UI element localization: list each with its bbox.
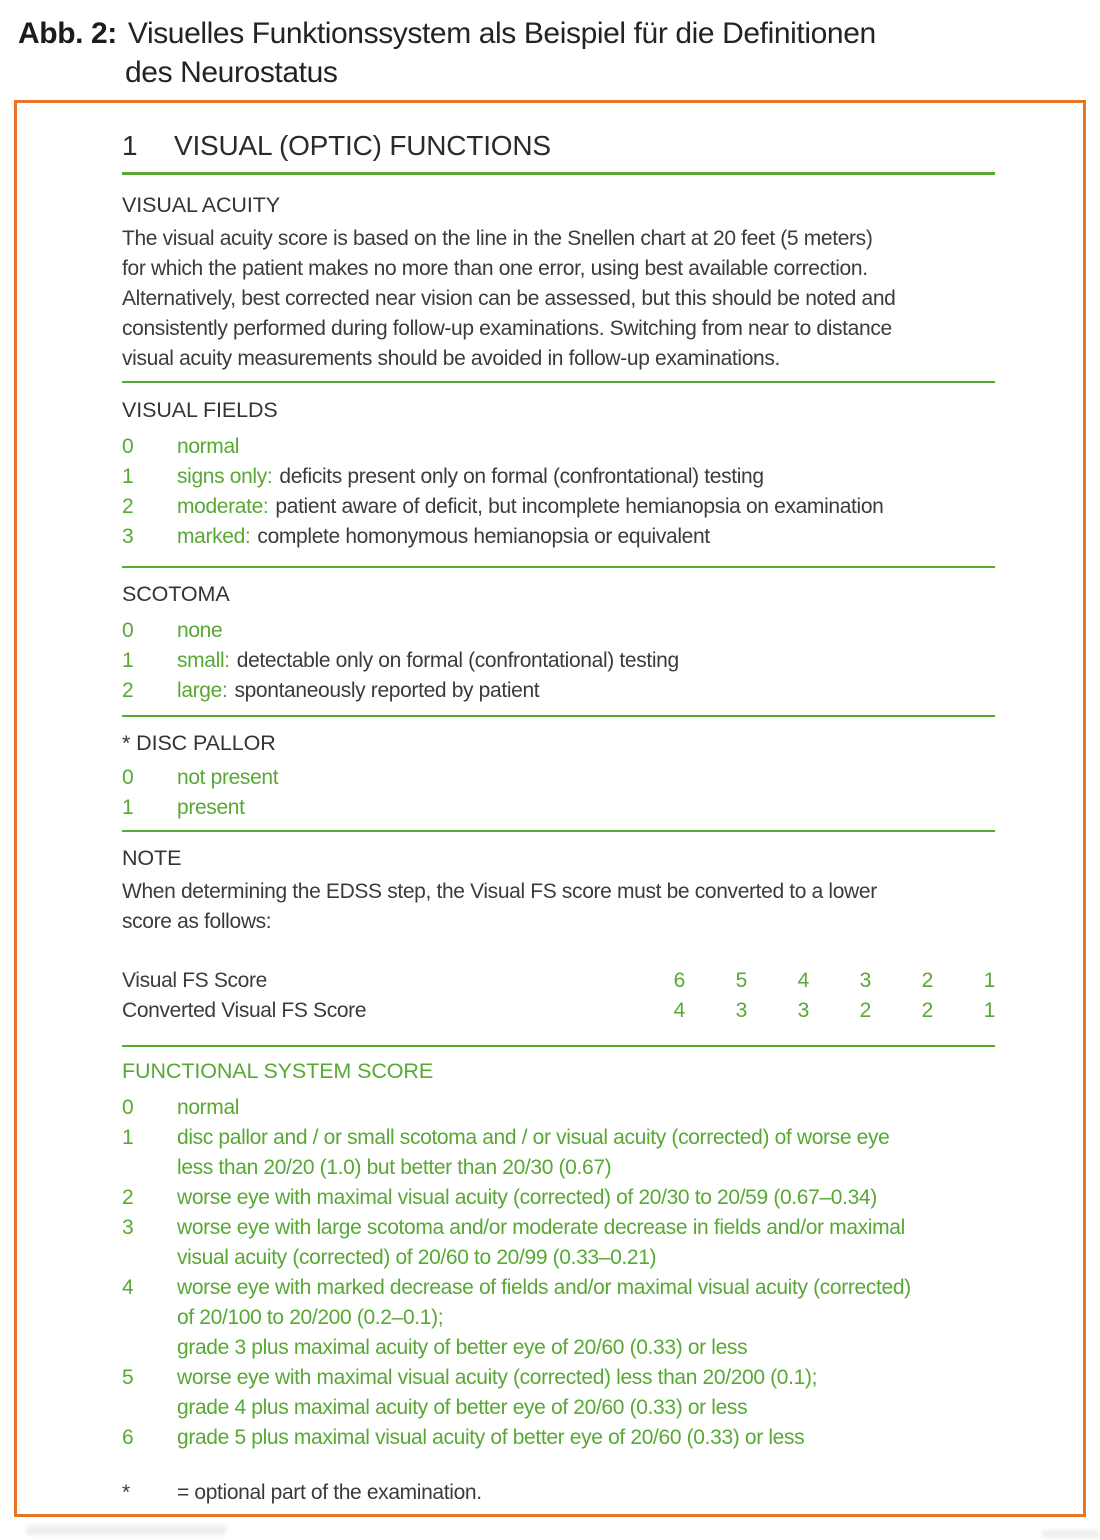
score-description: visual acuity (corrected) of 20/60 to 20/99 (0.33–0.21)	[177, 1246, 657, 1269]
note-heading: NOTE	[122, 846, 182, 870]
score-description: grade 5 plus maximal visual acuity of better eye of 20/60 (0.33) or less	[177, 1426, 805, 1449]
conversion-table	[122, 966, 995, 1026]
conversion-value: 3	[859, 969, 871, 992]
score-description: worse eye with maximal visual acuity (corrected) less than 20/200 (0.1);	[177, 1366, 818, 1389]
score-row	[122, 492, 995, 522]
score-row	[122, 1093, 995, 1123]
score-row	[122, 1423, 995, 1453]
score-term: present	[177, 796, 245, 819]
score-value: 3	[122, 525, 134, 548]
paragraph-line: for which the patient makes no more than one error, using best available correction.	[122, 257, 868, 280]
score-description: worse eye with marked decrease of fields and/or maximal visual acuity (corrected)	[177, 1276, 911, 1299]
conversion-value: 6	[673, 969, 685, 992]
figure-caption-label: Abb. 2:	[18, 17, 117, 50]
scotoma-list	[122, 616, 995, 706]
score-term: large:	[177, 679, 228, 702]
score-row	[122, 432, 995, 462]
score-description: spontaneously reported by patient	[234, 679, 540, 702]
section-rule	[122, 566, 995, 568]
score-value: 2	[122, 679, 134, 702]
conversion-value: 1	[983, 999, 995, 1022]
score-term: moderate:	[177, 495, 269, 518]
conversion-value: 2	[921, 969, 933, 992]
figure-caption-line1	[18, 14, 1100, 53]
score-description: worse eye with maximal visual acuity (corrected) of 20/30 to 20/59 (0.67–0.34)	[177, 1186, 877, 1209]
score-value: 4	[122, 1276, 134, 1299]
score-value: 1	[122, 649, 134, 672]
conversion-value: 3	[735, 999, 747, 1022]
score-row	[122, 1273, 995, 1363]
visual-acuity-paragraph	[122, 224, 995, 374]
cropped-text-artifact	[26, 1525, 226, 1535]
score-row	[122, 676, 995, 706]
conversion-value: 4	[673, 999, 685, 1022]
score-row	[122, 1363, 995, 1423]
disc-pallor-heading: * DISC PALLOR	[122, 731, 276, 755]
conversion-value: 3	[797, 999, 809, 1022]
score-row	[122, 1183, 995, 1213]
score-description: patient aware of deficit, but incomplete hemianopsia on examination	[275, 495, 884, 518]
score-row	[122, 522, 995, 552]
score-description: complete homonymous hemianopsia or equivalent	[257, 525, 710, 548]
score-row	[122, 763, 995, 793]
score-term: small:	[177, 649, 230, 672]
figure-panel	[14, 100, 1086, 1517]
score-term: marked:	[177, 525, 251, 548]
score-row	[122, 1213, 995, 1273]
paragraph-line: The visual acuity score is based on the line in the Snellen chart at 20 feet (5 meters)	[122, 227, 873, 250]
score-value: 5	[122, 1366, 134, 1389]
conversion-label: Converted Visual FS Score	[122, 999, 367, 1022]
score-row	[122, 646, 995, 676]
paragraph-line: When determining the EDSS step, the Visual FS score must be converted to a lower	[122, 880, 877, 903]
figure-caption	[0, 0, 1100, 92]
score-row	[122, 616, 995, 646]
score-description: grade 3 plus maximal acuity of better eye of 20/60 (0.33) or less	[177, 1336, 748, 1359]
score-description: disc pallor and / or small scotoma and / or visual acuity (corrected) of worse eye	[177, 1126, 890, 1149]
score-description: normal	[177, 1096, 240, 1119]
score-row	[122, 1123, 995, 1183]
paragraph-line: visual acuity measurements should be avoided in follow-up examinations.	[122, 347, 781, 370]
score-value: 0	[122, 1096, 134, 1119]
paragraph-line: consistently performed during follow-up examinations. Switching from near to distance	[122, 317, 892, 340]
main-heading-number: 1	[122, 130, 138, 161]
score-description: worse eye with large scotoma and/or moderate decrease in fields and/or maximal	[177, 1216, 905, 1239]
scotoma-heading: SCOTOMA	[122, 582, 230, 606]
section-rule	[122, 172, 995, 175]
conversion-value: 5	[735, 969, 747, 992]
conversion-value: 2	[921, 999, 933, 1022]
score-description: grade 4 plus maximal acuity of better eye of 20/60 (0.33) or less	[177, 1396, 748, 1419]
score-value: 3	[122, 1216, 134, 1239]
section-rule	[122, 830, 995, 832]
score-description: deficits present only on formal (confrontational) testing	[279, 465, 764, 488]
score-term: not present	[177, 766, 279, 789]
score-term: signs only:	[177, 465, 273, 488]
score-description: detectable only on formal (confrontational) testing	[236, 649, 679, 672]
figure-caption-line2: des Neurostatus	[125, 56, 338, 89]
cropped-text-artifact	[1042, 1530, 1100, 1538]
footnote-text: = optional part of the examination.	[177, 1481, 482, 1504]
score-value: 1	[122, 465, 134, 488]
score-value: 0	[122, 766, 134, 789]
disc-pallor-list	[122, 763, 995, 823]
conversion-row	[122, 996, 995, 1026]
score-value: 0	[122, 619, 134, 642]
score-value: 6	[122, 1426, 134, 1449]
score-value: 2	[122, 495, 134, 518]
paragraph-line: score as follows:	[122, 910, 272, 933]
conversion-label: Visual FS Score	[122, 969, 267, 992]
score-value: 2	[122, 1186, 134, 1209]
main-heading	[122, 127, 995, 165]
functional-system-score-list	[122, 1093, 995, 1453]
visual-acuity-heading: VISUAL ACUITY	[122, 193, 281, 217]
score-row	[122, 793, 995, 823]
footnote	[122, 1478, 995, 1508]
section-rule	[122, 381, 995, 383]
score-value: 0	[122, 435, 134, 458]
conversion-row	[122, 966, 995, 996]
score-term: normal	[177, 435, 240, 458]
visual-fields-list	[122, 432, 995, 552]
footnote-symbol: *	[122, 1481, 130, 1504]
conversion-value: 4	[797, 969, 809, 992]
score-description: less than 20/20 (1.0) but better than 20/30 (0.67)	[177, 1156, 612, 1179]
score-value: 1	[122, 796, 134, 819]
main-heading-title: VISUAL (OPTIC) FUNCTIONS	[174, 130, 551, 161]
score-value: 1	[122, 1126, 134, 1149]
conversion-value: 1	[983, 969, 995, 992]
score-description: of 20/100 to 20/200 (0.2–0.1);	[177, 1306, 444, 1329]
visual-fields-heading: VISUAL FIELDS	[122, 398, 278, 422]
score-term: none	[177, 619, 223, 642]
figure-caption-title: Visuelles Funktionssystem als Beispiel für die Definitionen	[127, 17, 876, 50]
score-row	[122, 462, 995, 492]
paragraph-line: Alternatively, best corrected near vision can be assessed, but this should be noted and	[122, 287, 896, 310]
note-paragraph	[122, 877, 995, 937]
section-rule	[122, 1045, 995, 1047]
section-rule	[122, 715, 995, 717]
conversion-value: 2	[859, 999, 871, 1022]
functional-system-score-heading: FUNCTIONAL SYSTEM SCORE	[122, 1059, 434, 1083]
